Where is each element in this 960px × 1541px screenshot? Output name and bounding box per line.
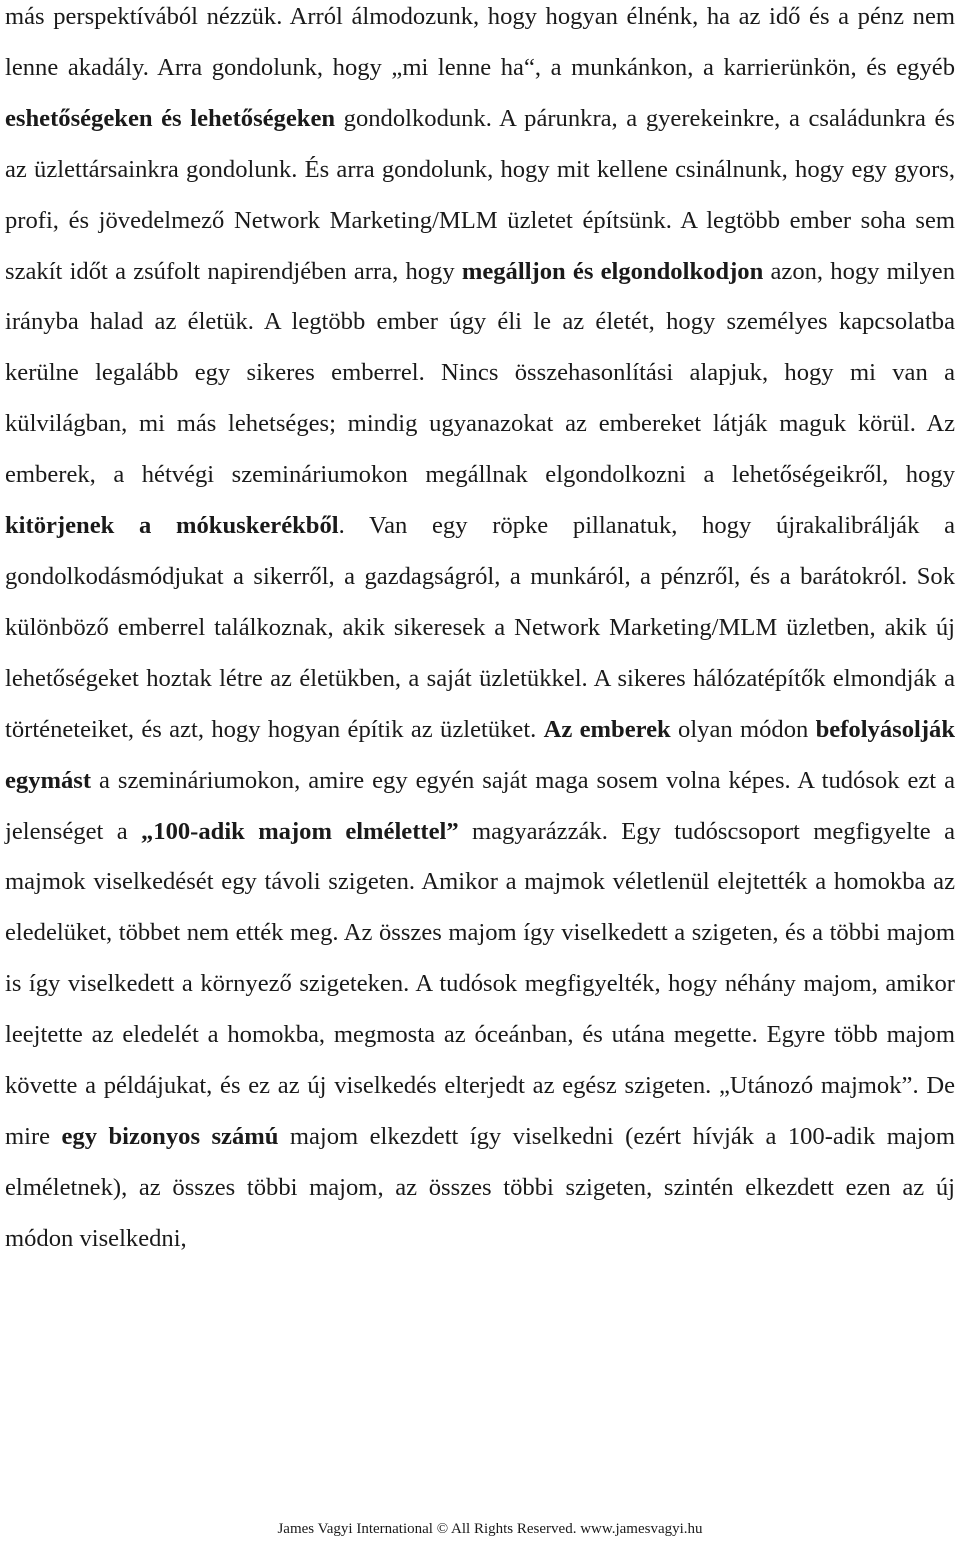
body-paragraph	[5, 0, 955, 1265]
bold-phrase: eshetőségeken és lehetőségeken	[5, 104, 336, 132]
bold-phrase: megálljon és elgondolkodjon	[461, 257, 764, 285]
bold-phrase: kitörjenek a mókuskerékből	[5, 512, 339, 540]
text-run: majom elkezdett így viselkedni (ezért hívják a 100-adik majom elméletnek), az összes többi majom, az összes többi szigeten, szintén elkezdett ezen az új módon viselkedni,	[5, 1122, 956, 1252]
text-run: magyarázzák. Egy tudóscsoport megfigyelte a majmok viselkedését egy távoli szigeten. Amikor a majmok véletlenül elejtették a homokba az eledelüket, többet nem ették meg. Az összes majom így viselkedett a szigeten, és a többi majom is így viselkedett a környező szigeteken. A tudósok megfigyelték, hogy néhány majom, amikor leejtette az eledelét a homokba, megmosta az óceánban, és utána megette. Egyre több majom követte a példájukat, és ez az új viselkedés elterjedt az egész szigeten. „Utánozó majmok”. De mire	[5, 817, 955, 1150]
bold-phrase: „100-adik majom elmélettel”	[140, 817, 459, 845]
text-run: gondolkodunk. A párunkra, a gyerekeinkre, a családunkra és az üzlettársainkra gondolunk. És arra gondolunk, hogy mit kellene csinálnunk, hogy egy gyors, profi, és jövedelmező Network Marketing/MLM üzletet építsünk. A legtöbb ember soha sem szakít időt a zsúfolt napirendjében arra, hogy	[5, 104, 955, 285]
page-footer: James Vagyi International © All Rights Reserved. www.jamesvagyi.hu	[277, 1521, 703, 1537]
text-run: . Van egy röpke pillanatuk, hogy újrakalibrálják a gondolkodásmódjukat a sikerről, a gazdagságról, a munkáról, a pénzről, és a barátokról. Sok különböző emberrel találkoznak, akik sikeresek a Network Marketing/MLM üzletben, akik új lehetőségeket hoztak létre az életükben, a saját üzletükkel. A sikeres hálózatépítők elmondják a történeteiket, és azt, hogy hogyan építik az üzletüket.	[5, 512, 955, 743]
bold-phrase: egy bizonyos számú	[61, 1122, 279, 1150]
text-run: a szemináriumokon, amire egy egyén saját maga sosem volna képes. A tudósok ezt a jelenséget a	[5, 766, 955, 845]
text-run: más perspektívából nézzük. Arról álmodozunk, hogy hogyan élnénk, ha az idő és a pénz nem lenne akadály. Arra gondolunk, hogy „mi lenne ha“, a munkánkon, a karrierünkön, és egyéb	[5, 3, 955, 81]
text-run: olyan módon	[670, 715, 816, 743]
bold-phrase: befolyásolják egymást	[5, 715, 955, 794]
text-run: azon, hogy milyen irányba halad az életük. A legtöbb ember úgy éli le az életét, hogy személyes kapcsolatba kerülne legalább egy sikeres emberrel. Nincs összehasonlítási alapjuk, hogy mi van a külvilágban, mi más lehetséges; mindig ugyanazokat az embereket látják maguk körül. Az emberek, a hétvégi szemináriumokon megállnak elgondolkozni a lehetőségeikről, hogy	[5, 257, 955, 489]
bold-phrase: Az emberek	[543, 715, 671, 743]
